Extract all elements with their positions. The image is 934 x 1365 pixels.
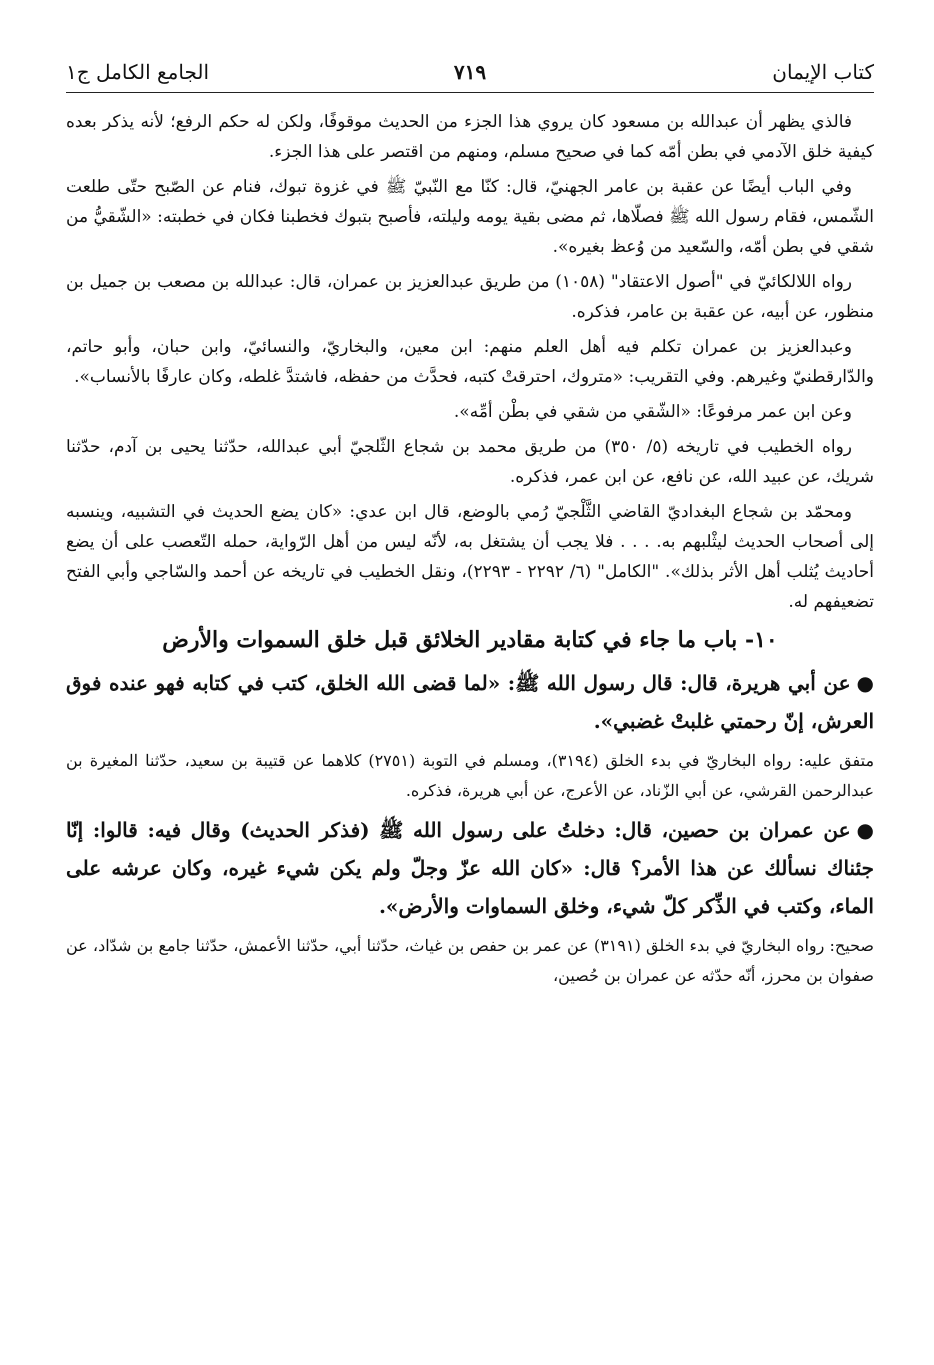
running-header (66, 50, 874, 90)
paragraph-2: وفي الباب أيضًا عن عقبة بن عامر الجهنيّ، قال: كنّا مع النّبيّ ﷺ في غزوة تبوك، فنام عن الصّبح حتّى طلعت الشّمس، فقام رسول الله ﷺ فصلّاها، ثم مضى بقية يومه وليلته، فأصبح بتبوك فخطبنا فكان في خطبته: «الشّقيُّ من شقي في بطن أمّه، والسّعيد من وُعظ بغيره». (66, 177, 874, 257)
page-number: ٧١٩ (453, 60, 487, 84)
hadith-1 (66, 664, 874, 740)
paragraph-1: فالذي يظهر أن عبدالله بن مسعود كان يروي هذا الجزء من الحديث موقوفًا، ولكن له حكم الرفع؛ لأنه يذكر بعده كيفية خلق الآدمي في بطن أمّه كما في صحيح مسلم، ومنهم من اقتصر على هذا الجزء. (66, 112, 874, 162)
hadith-2 (66, 811, 874, 925)
header-book-title: كتاب الإيمان (772, 60, 874, 84)
hadith-2-takhrij: صحيح: رواه البخاريّ في بدء الخلق (٣١٩١) عن عمر بن حفص بن غياث، حدّثنا أبي، حدّثنا الأعمش، حدّثنا جامع بن شدّاد، عن صفوان بن محرز، أنّه حدّثه عن عمران بن حُصين، (66, 936, 875, 985)
hadith-2-text: عن عمران بن حصين، قال: دخلتُ على رسول الله ﷺ (فذكر الحديث) وقال فيه: قالوا: إنّا جئناك نسألك عن هذا الأمر؟ قال: «كان الله عزّ وجلّ ولم يكن شيء غيره، وكان عرشه على الماء، وكتب في الذِّكر كلّ شيء، وخلق السماوات والأرض». (66, 818, 874, 918)
header-rule (66, 92, 874, 93)
paragraph-4: وعبدالعزيز بن عمران تكلم فيه أهل العلم منهم: ابن معين، والبخاريّ، والنسائيّ، وابن حبان، وأبو حاتم، والدّارقطنيّ وغيرهم. وفي التقريب: «متروك، احترقتْ كتبه، فحدَّث من حفظه، فاشتدَّ غلطه، وكان عارفًا بالأنساب». (66, 337, 874, 387)
book-page (66, 50, 874, 996)
hadith-1-takhrij: متفق عليه: رواه البخاريّ في بدء الخلق (٣١٩٤)، ومسلم في التوبة (٢٧٥١) كلاهما عن قتيبة بن سعيد، حدّثنا المغيرة بن عبدالرحمن القرشي، عن أبي الزّناد، عن الأعرج، عن أبي هريرة، فذكره. (66, 751, 875, 800)
header-volume-title: الجامع الكامل ج١ (66, 60, 210, 84)
bullet-marker: ● (856, 671, 874, 695)
bullet-marker: ● (856, 818, 874, 842)
hadith-1-text: عن أبي هريرة، قال: قال رسول الله ﷺ: «لما قضى الله الخلق، كتب في كتابه فهو عنده فوق العرش، إنّ رحمتي غلبتْ غضبي». (66, 671, 874, 733)
chapter-heading: ١٠- باب ما جاء في كتابة مقادير الخلائق قبل خلق السموات والأرض (162, 627, 778, 653)
paragraph-7: ومحمّد بن شجاع البغداديّ القاضي الثَّلْجيّ رُمي بالوضع، قال ابن عدي: «كان يضع الحديث في التشبيه، وينسبه إلى أصحاب الحديث ليثْلبهم به. . . . فلا يجب أن يشتغل به، لأنّه ليس من أهل الرّواية، حمله التّعصب على أن يضع أحاديث يُثلب أهل الأثر بذلك». "الكامل" (٦/ ٢٢٩٢ - ٢٢٩٣)، ونقل الخطيب في تاريخه عن أحمد والسّاجي وأبي الفتح تضعيفهم له. (66, 502, 874, 612)
paragraph-6: رواه الخطيب في تاريخه (٥/ ٣٥٠) من طريق محمد بن شجاع الثّلجيّ أبي عبدالله، حدّثنا يحيى بن آدم، حدّثنا شريك، عن عبيد الله، عن نافع، عن ابن عمر، فذكره. (66, 437, 874, 487)
paragraph-3: رواه اللالكائيّ في "أصول الاعتقاد" (١٠٥٨) من طريق عبدالعزيز بن عمران، قال: عبدالله بن مصعب بن جميل بن منظور، عن أبيه، عن عقبة بن عامر، فذكره. (66, 272, 874, 322)
paragraph-5: وعن ابن عمر مرفوعًا: «الشّقي من شقي في بطْن أمِّه». (453, 402, 852, 422)
